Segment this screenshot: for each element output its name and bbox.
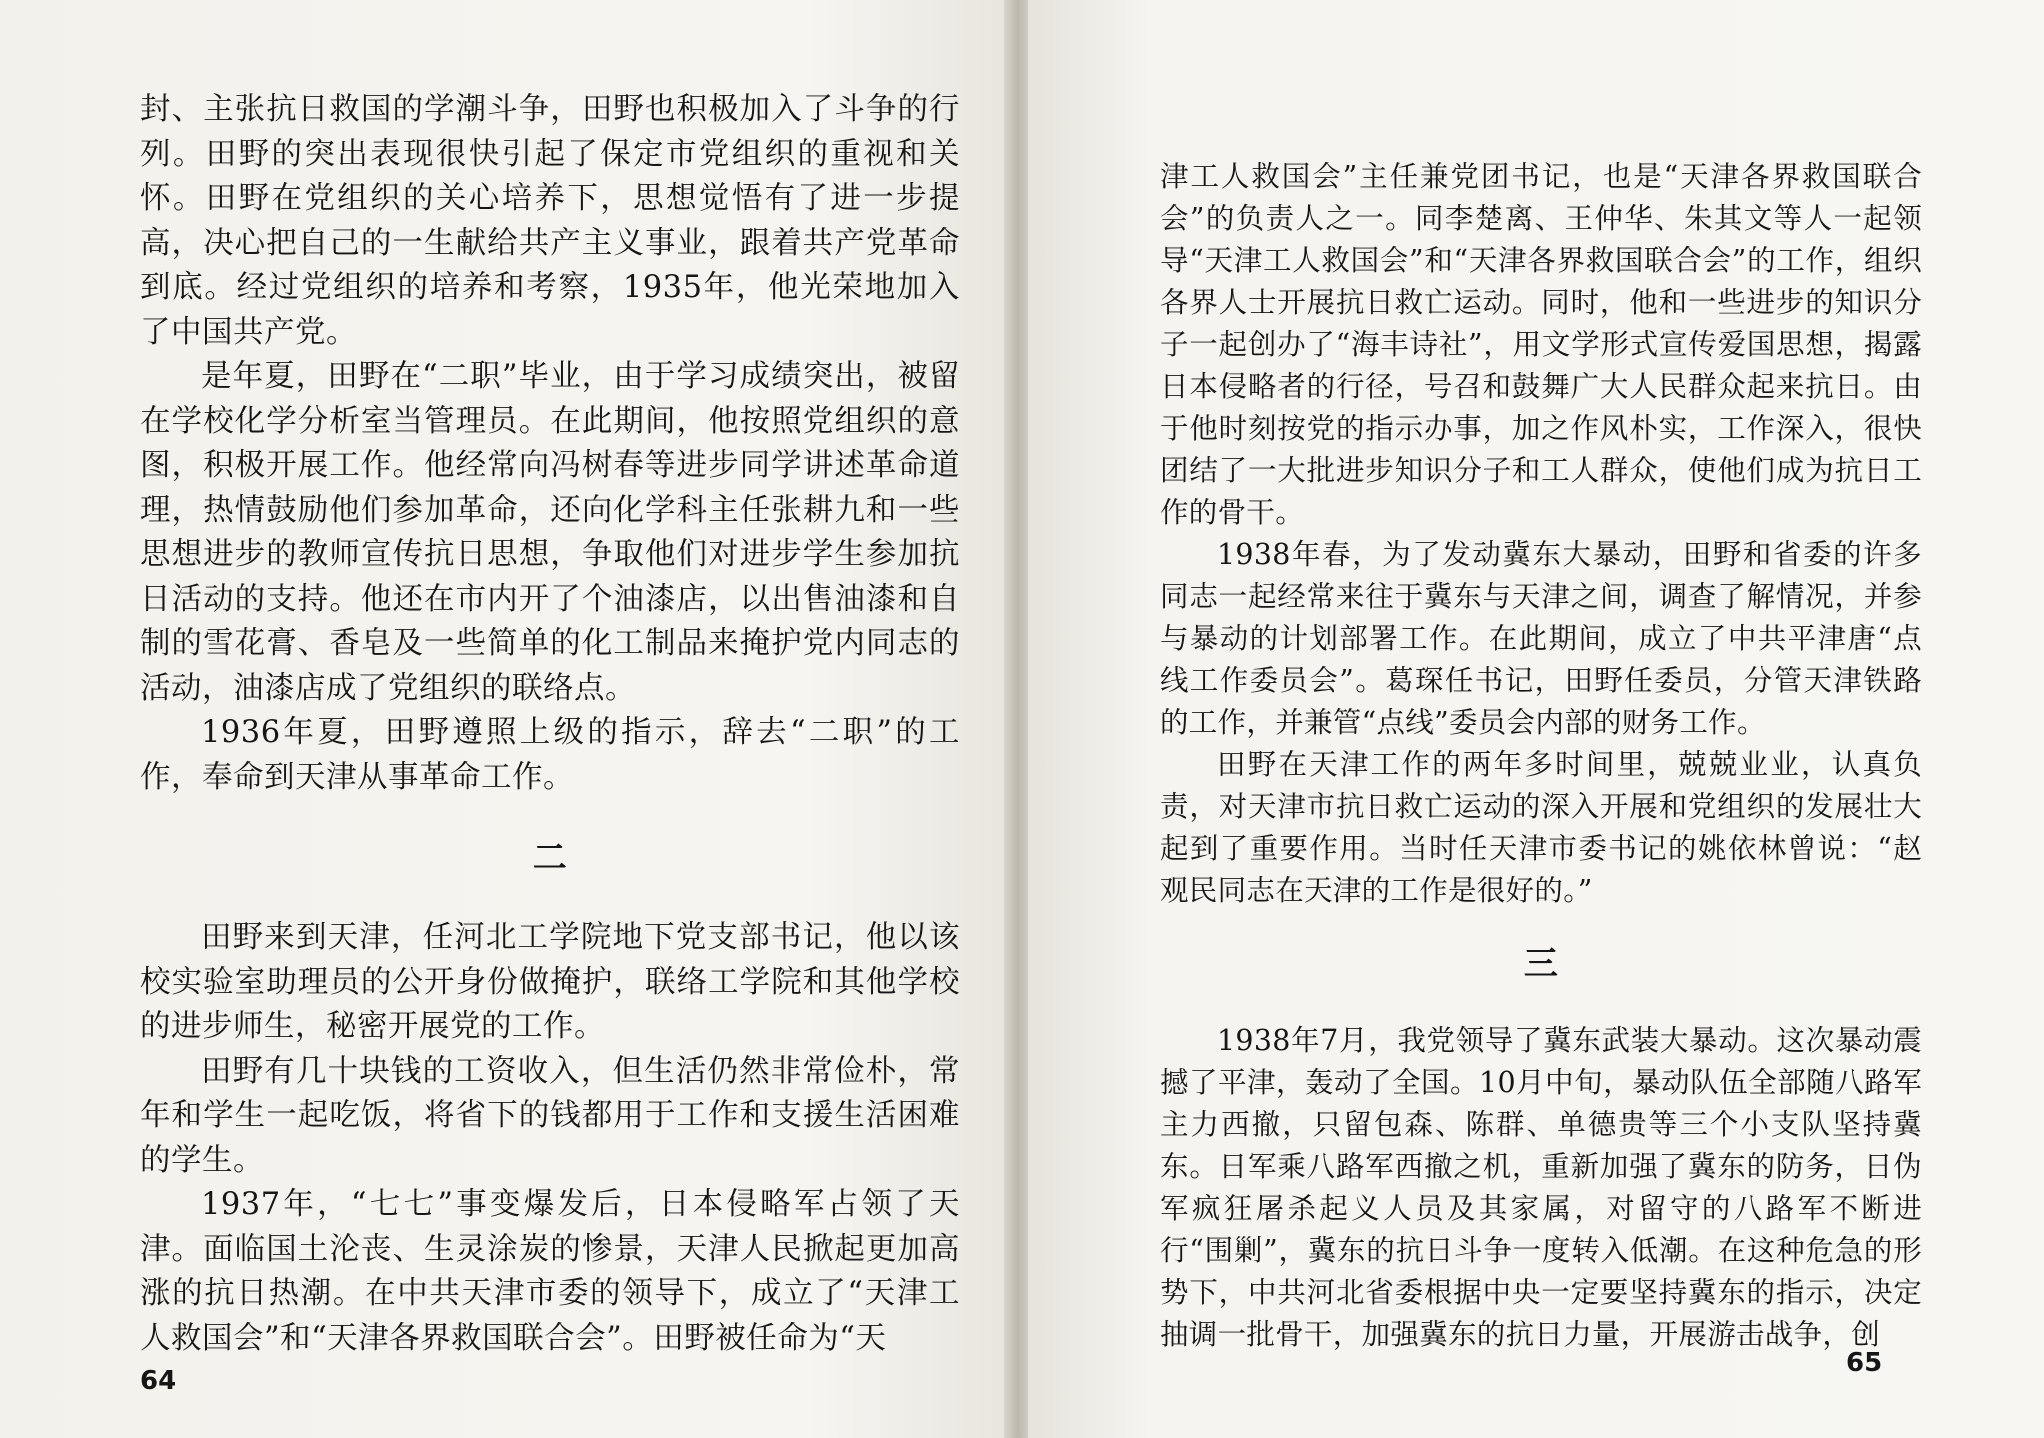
page-number: 65 [1846, 1348, 1883, 1378]
paragraph: 1937年，“七七”事变爆发后，日本侵略军占领了天津。面临国土沦丧、生灵涂炭的惨景，天津人民掀起更加高涨的抗日热潮。在中共天津市委的领导下，成立了“天津工人救国会”和“天津各界救国联合会”。田野被任命为“天 [140, 1187, 960, 1356]
section-heading: 三 [1523, 944, 1559, 984]
paragraph: 是年夏，田野在“二职”毕业，由于学习成绩突出，被留在学校化学分析室当管理员。在此期间，他按照党组织的意图，积极开展工作。他经常向冯树春等进步同学讲述革命道理，热情鼓励他们参加革命，还向化学科主任张耕九和一些思想进步的教师宣传抗日思想，争取他们对进步学生参加抗日活动的支持。他还在市内开了个油漆店，以出售油漆和自制的雪花膏、香皂及一些简单的化工制品来掩护党内同志的活动，油漆店成了党组织的联络点。 [140, 359, 960, 706]
page-number: 64 [140, 1366, 177, 1396]
paragraph: 1938年7月，我党领导了冀东武装大暴动。这次暴动震撼了平津，轰动了全国。10月中旬，暴动队伍全部随八路军主力西撤，只留包森、陈群、单德贵等三个小支队坚持冀东。日军乘八路军西撤之机，重新加强了冀东的防务，日伪军疯狂屠杀起义人员及其家属，对留守的八路军不断进行“围剿”，冀东的抗日斗争一度转入低潮。在这种危急的形势下，中共河北省委根据中央一定要坚持冀东的指示，决定抽调一批骨干，加强冀东的抗日力量，开展游击战争，创 [1160, 1024, 1922, 1351]
left-page [0, 0, 1010, 1438]
paragraph: 封、主张抗日救国的学潮斗争，田野也积极加入了斗争的行列。田野的突出表现很快引起了保定市党组织的重视和关怀。田野在党组织的关心培养下，思想觉悟有了进一步提高，决心把自己的一生献给共产主义事业，跟着共产党革命到底。经过党组织的培养和考察，1935年，他光荣地加入了中国共产党。 [140, 92, 960, 350]
section-heading: 二 [532, 838, 568, 878]
paragraph: 1936年夏，田野遵照上级的指示，辞去“二职”的工作，奉命到天津从事革命工作。 [140, 715, 960, 795]
paragraph: 田野来到天津，任河北工学院地下党支部书记，他以该校实验室助理员的公开身份做掩护，联络工学院和其他学校的进步师生，秘密开展党的工作。 [140, 920, 960, 1044]
paragraph: 田野有几十块钱的工资收入，但生活仍然非常俭朴，常年和学生一起吃饭，将省下的钱都用于工作和支援生活困难的学生。 [140, 1053, 960, 1178]
paragraph: 田野在天津工作的两年多时间里，兢兢业业，认真负责，对天津市抗日救亡运动的深入开展和党组织的发展壮大起到了重要作用。当时任天津市委书记的姚依林曾说：“赵观民同志在天津的工作是很好的。” [1160, 748, 1922, 907]
paragraph: 1938年春，为了发动冀东大暴动，田野和省委的许多同志一起经常来往于冀东与天津之间，调查了解情况，并参与暴动的计划部署工作。在此期间，成立了中共平津唐“点线工作委员会”。葛琛任书记，田野任委员，分管天津铁路的工作，并兼管“点线”委员会内部的财务工作。 [1160, 538, 1922, 739]
left-page-text [140, 88, 960, 1361]
right-page-text [1160, 156, 1922, 1356]
paragraph: 津工人救国会”主任兼党团书记，也是“天津各界救国联合会”的负责人之一。同李楚离、王仲华、朱其文等人一起领导“天津工人救国会”和“天津各界救国联合会”的工作，组织各界人士开展抗日救亡运动。同时，他和一些进步的知识分子一起创办了“海丰诗社”，用文学形式宣传爱国思想，揭露日本侵略者的行径，号召和鼓舞广大人民群众起来抗日。由于他时刻按党的指示办事，加之作风朴实，工作深入，很快团结了一大批进步知识分子和工人群众，使他们成为抗日工作的骨干。 [1160, 160, 1922, 529]
